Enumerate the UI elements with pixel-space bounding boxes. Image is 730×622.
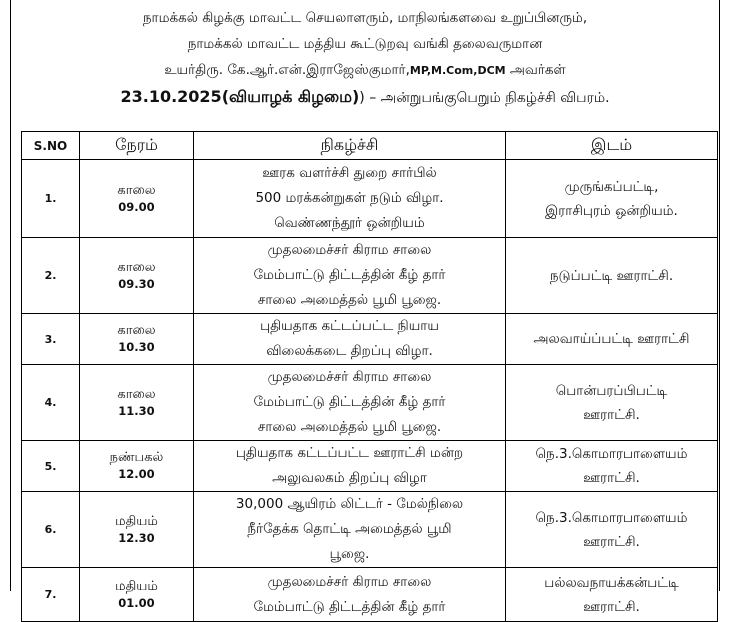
row-event (194, 314, 506, 365)
place-line: அலவாய்ப்பட்டி ஊராட்சி (533, 331, 690, 347)
event-line: விலைக்கடை திறப்பு விழா. (266, 343, 433, 359)
row-sno: 3. (22, 314, 80, 365)
row-time (80, 492, 194, 568)
row-sno: 6. (22, 492, 80, 568)
header-line-4-suffix: ) – அன்றுபங்குபெறும் நிகழ்ச்சி விபரம். (359, 90, 610, 106)
place-line: முருங்கப்பட்டி, (564, 178, 659, 195)
header-line-3 (0, 62, 730, 80)
row-time (80, 160, 194, 238)
header-name-suffix: அவர்கள் (505, 62, 566, 78)
time-value: 11.30 (118, 403, 155, 418)
header-qualifications: MP,M.Com,DCM (409, 64, 506, 77)
event-line: முதலமைச்சர் கிராம சாலை (267, 369, 432, 385)
event-line: மேம்பாட்டு திட்டத்தின் கீழ் தார் (253, 394, 446, 410)
event-line: சாலை அமைத்தல் பூமி பூஜை. (257, 419, 442, 435)
column-header-time: நேரம் (80, 132, 194, 160)
place-line: ஊராட்சி. (583, 533, 640, 550)
row-event (194, 441, 506, 492)
row-place (506, 314, 718, 365)
event-date: 23.10.2025(வியாழக் கிழமை) (120, 87, 360, 106)
event-line: நீர்தேக்க தொட்டி அமைத்தல் பூமி (247, 521, 452, 537)
row-event (194, 568, 506, 622)
header-line-1: நாமக்கல் கிழக்கு மாவட்ட செயலாளரும், மாநிலங்களவை உறுப்பினரும், (142, 10, 588, 26)
time-value: 12.30 (118, 530, 155, 545)
table-row (22, 160, 718, 238)
time-value: 09.00 (118, 199, 155, 214)
header-name: உயர்திரு. கே.ஆர்.என்.இராஜேஸ்குமார், (164, 62, 410, 78)
time-period: காலை (117, 386, 156, 402)
header-line-2: நாமக்கல் மாவட்ட மத்திய கூட்டுறவு வங்கி தலைவருமான (187, 36, 543, 52)
time-period: மதியம் (115, 578, 158, 594)
table-row (22, 441, 718, 492)
column-header-sno: S.NO (22, 132, 80, 160)
row-time (80, 314, 194, 365)
table-row (22, 365, 718, 441)
place-line: நெ.3.கொமாரபாளையம் (535, 446, 688, 462)
table-header-row (22, 132, 718, 160)
column-header-place: இடம் (506, 132, 718, 160)
event-line: முதலமைச்சர் கிராம சாலை (267, 573, 432, 590)
row-place (506, 365, 718, 441)
time-value: 09.30 (118, 276, 155, 291)
place-line: ஊராட்சி. (583, 598, 640, 615)
row-place (506, 160, 718, 238)
row-sno: 2. (22, 238, 80, 314)
place-line: ஊராட்சி. (583, 470, 640, 486)
event-line: மேம்பாட்டு திட்டத்தின் கீழ் தார் (253, 267, 446, 283)
table-row (22, 492, 718, 568)
event-line: அலுவலகம் திறப்பு விழா (272, 470, 427, 486)
row-sno: 1. (22, 160, 80, 238)
row-event (194, 492, 506, 568)
table-row (22, 238, 718, 314)
event-line: 500 மரக்கன்றுகள் நடும் விழா. (255, 190, 444, 206)
place-line: நெ.3.கொமாரபாளையம் (535, 509, 688, 526)
place-line: பல்லவநாயக்கன்பட்டி (544, 574, 679, 591)
event-line: வெண்ணந்தூர் ஒன்றியம் (274, 215, 425, 231)
row-event (194, 160, 506, 238)
row-sno: 7. (22, 568, 80, 622)
event-line: புதியதாக கட்டப்பட்ட நியாய (260, 318, 439, 334)
table-row (22, 314, 718, 365)
row-time (80, 365, 194, 441)
header-line-4 (0, 87, 730, 108)
time-period: காலை (117, 323, 156, 338)
event-line: புதியதாக கட்டப்பட்ட ஊராட்சி மன்ற (235, 445, 464, 461)
row-event (194, 238, 506, 314)
place-line: இராசிபுரம் ஒன்றியம். (545, 202, 678, 219)
time-period: மதியம் (115, 513, 158, 529)
event-line: சாலை அமைத்தல் பூமி பூஜை. (257, 292, 442, 308)
event-line: 30,000 ஆயிரம் லிட்டர் - மேல்நிலை (235, 496, 464, 512)
time-value: 01.00 (118, 595, 155, 610)
row-place (506, 441, 718, 492)
row-time (80, 441, 194, 492)
column-header-event: நிகழ்ச்சி (194, 132, 506, 160)
row-event (194, 365, 506, 441)
row-place (506, 492, 718, 568)
time-period: காலை (117, 259, 156, 275)
row-sno: 4. (22, 365, 80, 441)
row-sno: 5. (22, 441, 80, 492)
time-value: 12.00 (118, 467, 155, 481)
row-place (506, 238, 718, 314)
place-line: ஊராட்சி. (583, 406, 640, 423)
table-row (22, 568, 718, 622)
time-period: காலை (117, 182, 156, 198)
event-line: ஊரக வளர்ச்சி துறை சார்பில் (262, 165, 437, 181)
schedule-table (21, 131, 718, 622)
time-period: நண்பகல் (109, 450, 164, 465)
row-time (80, 568, 194, 622)
time-value: 10.30 (118, 340, 155, 354)
row-place (506, 568, 718, 622)
row-time (80, 238, 194, 314)
event-line: பூஜை. (329, 546, 370, 562)
place-line: நடுப்பட்டி ஊராட்சி. (549, 267, 674, 284)
event-line: முதலமைச்சர் கிராம சாலை (267, 242, 432, 258)
event-line: மேம்பாட்டு திட்டத்தின் கீழ் தார் (253, 598, 446, 615)
place-line: பொன்பரப்பிபட்டி (555, 382, 668, 399)
